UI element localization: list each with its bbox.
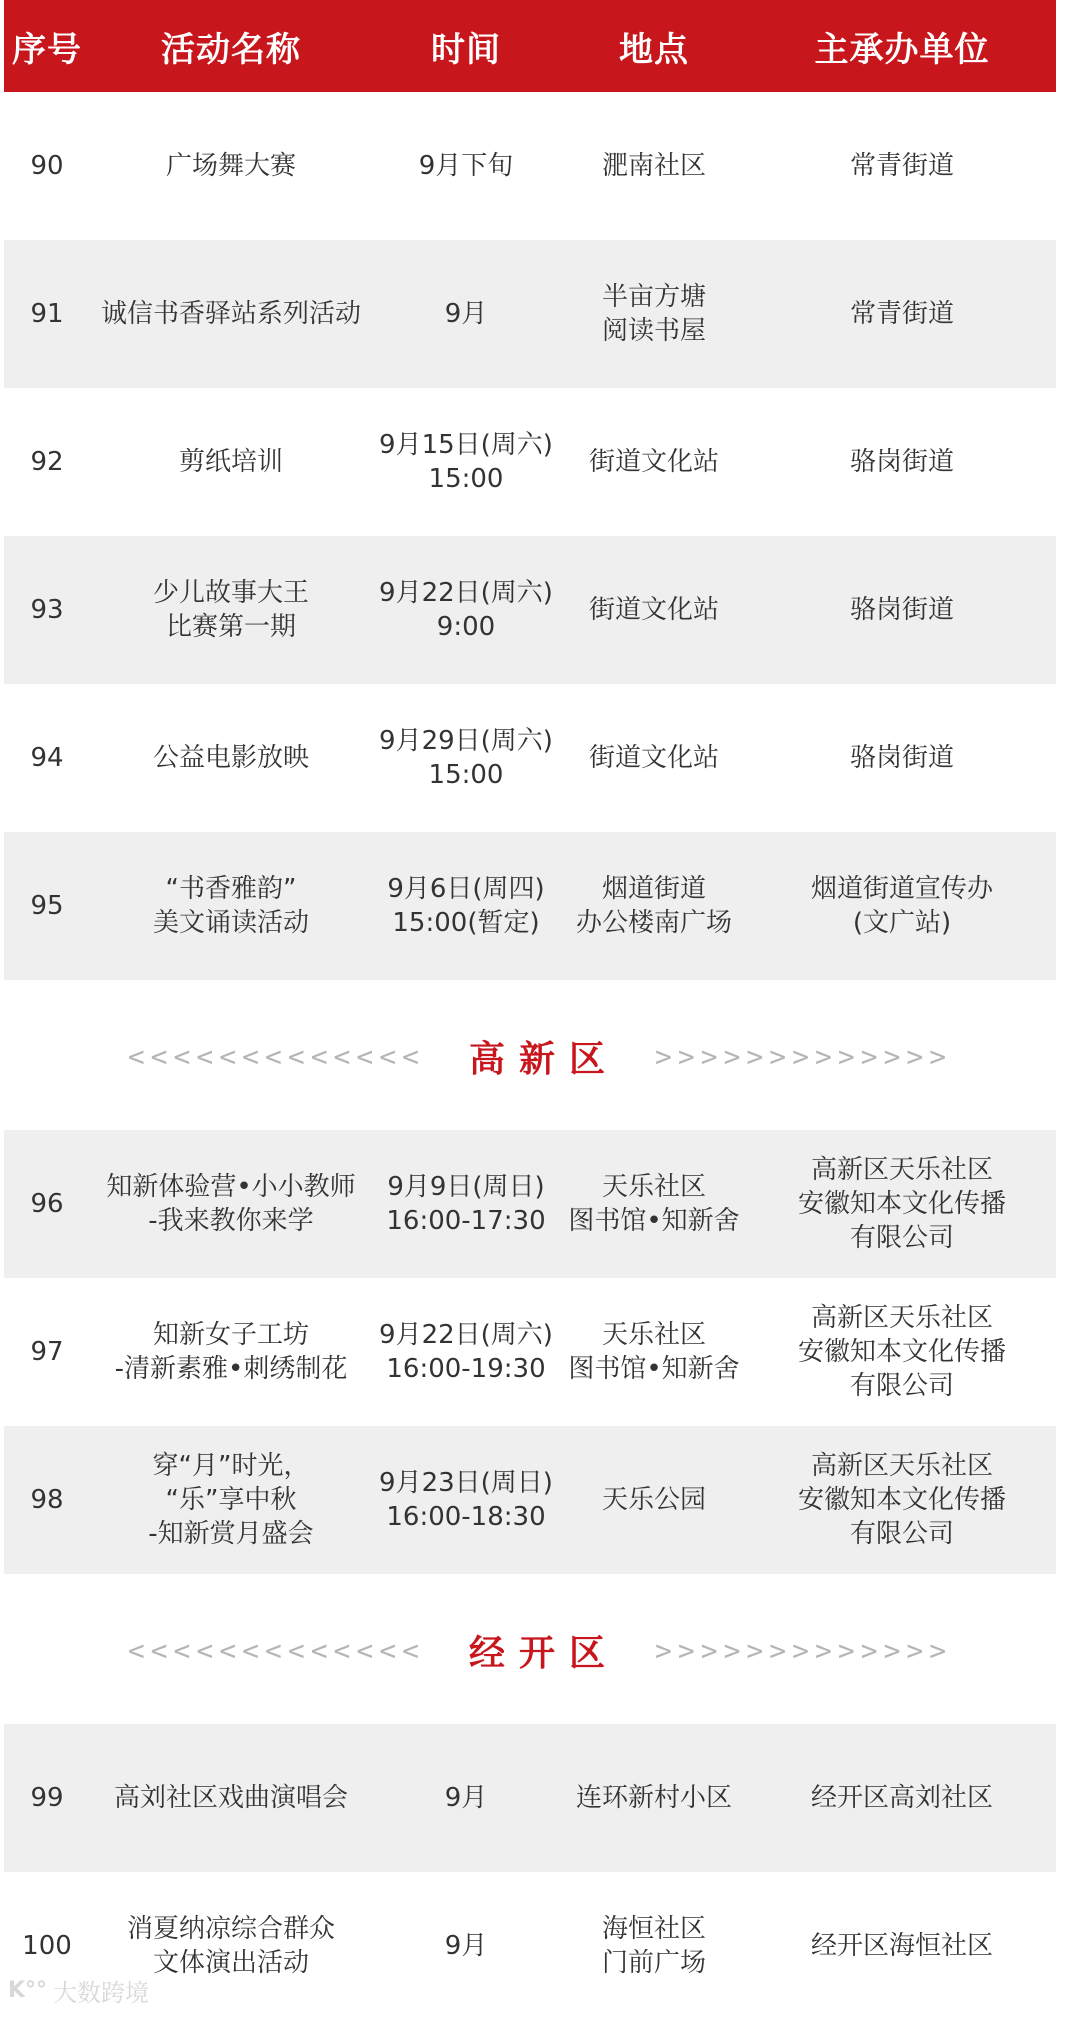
table-row [4,240,1056,388]
table-row [4,1130,1056,1278]
row-time: 9月 [444,1931,488,1961]
district-title: 高新区 [468,1038,619,1080]
row-name: 公益电影放映 [152,743,309,773]
row-organizer: 骆岗街道 [849,595,954,625]
header-index: 序号 [12,29,82,70]
row-time: 9月23日(周日) 16:00-18:30 [379,1468,553,1532]
table-row [4,1278,1056,1426]
row-index: 96 [30,1189,64,1219]
row-time: 9月 [444,299,488,329]
row-place: 连环新村小区 [575,1783,732,1813]
left-arrows: <<<<<<<<<<<<< [127,1633,425,1667]
row-place: 淝南社区 [601,151,706,181]
table-row [4,1872,1056,2020]
right-arrows: >>>>>>>>>>>>> [655,1633,953,1667]
header-organizer: 主承办单位 [814,29,990,70]
row-name: 诚信书香驿站系列活动 [100,299,361,329]
row-organizer: 骆岗街道 [849,447,954,477]
row-index: 99 [30,1783,64,1813]
row-index: 100 [22,1931,72,1961]
watermark-text: 大数跨境 [53,1979,150,2007]
row-time: 9月9日(周日) 16:00-17:30 [386,1172,546,1236]
table-row [4,388,1056,536]
row-index: 92 [30,447,64,477]
row-name: 高刘社区戏曲演唱会 [113,1783,348,1813]
district-title: 经开区 [468,1632,619,1674]
row-name: 知新女子工坊 -清新素雅•刺绣制花 [114,1320,348,1384]
row-name: 穿“月”时光， “乐”享中秋 -知新赏月盛会 [148,1451,314,1549]
header-time: 时间 [431,29,501,70]
row-organizer: 经开区海恒社区 [810,1931,993,1961]
row-time: 9月22日(周六) 16:00-19:30 [379,1320,553,1384]
row-index: 98 [30,1485,64,1515]
row-time: 9月29日(周六) 15:00 [379,726,553,790]
row-name: 广场舞大赛 [165,151,296,181]
header-place: 地点 [619,29,689,70]
header-name: 活动名称 [161,29,301,70]
table-row [4,536,1056,684]
row-organizer: 经开区高刘社区 [810,1783,993,1813]
row-name: 剪纸培训 [178,447,283,477]
row-organizer: 常青街道 [849,151,954,181]
row-index: 95 [30,891,64,921]
table-row [4,832,1056,980]
row-organizer: 烟道街道宣传办 (文广站) [810,874,993,938]
row-index: 93 [30,595,64,625]
row-place: 天乐社区 图书馆•知新舍 [568,1172,740,1236]
row-name: “书香雅韵” 美文诵读活动 [152,874,309,938]
row-name: 少儿故事大王 比赛第一期 [152,578,309,642]
row-organizer: 常青街道 [849,299,954,329]
row-name: 知新体验营•小小教师 -我来教你来学 [106,1172,356,1236]
row-place: 天乐社区 图书馆•知新舍 [568,1320,740,1384]
section-divider-gaoxin [0,1026,1080,1086]
row-time: 9月22日(周六) 9:00 [379,578,553,642]
row-index: 97 [30,1337,64,1367]
row-time: 9月6日(周四) 15:00(暂定) [387,874,545,938]
row-time: 9月15日(周六) 15:00 [379,430,553,494]
right-arrows: >>>>>>>>>>>>> [655,1039,953,1073]
row-place: 街道文化站 [588,447,719,477]
row-organizer: 高新区天乐社区 安徽知本文化传播 有限公司 [797,1303,1006,1401]
table-header [4,0,1056,92]
left-arrows: <<<<<<<<<<<<< [127,1039,425,1073]
row-time: 9月 [444,1783,488,1813]
row-index: 91 [30,299,64,329]
table-row [4,1426,1056,1574]
row-place: 半亩方塘 阅读书屋 [601,282,706,346]
row-name: 消夏纳凉综合群众 文体演出活动 [126,1914,335,1978]
row-time: 9月下旬 [418,151,514,181]
row-organizer: 高新区天乐社区 安徽知本文化传播 有限公司 [797,1155,1006,1253]
watermark [8,1973,149,2008]
table-row [4,92,1056,240]
table-row [4,1724,1056,1872]
row-place: 烟道街道 办公楼南广场 [575,874,732,938]
row-place: 街道文化站 [588,743,719,773]
row-place: 街道文化站 [588,595,719,625]
table-row [4,684,1056,832]
watermark-logo-icon: K°° [8,1978,48,2003]
row-place: 海恒社区 门前广场 [601,1914,706,1978]
row-index: 94 [30,743,64,773]
row-organizer: 高新区天乐社区 安徽知本文化传播 有限公司 [797,1451,1006,1549]
row-index: 90 [30,151,64,181]
row-organizer: 骆岗街道 [849,743,954,773]
section-divider-jingkai [0,1620,1080,1680]
row-place: 天乐公园 [601,1485,706,1515]
